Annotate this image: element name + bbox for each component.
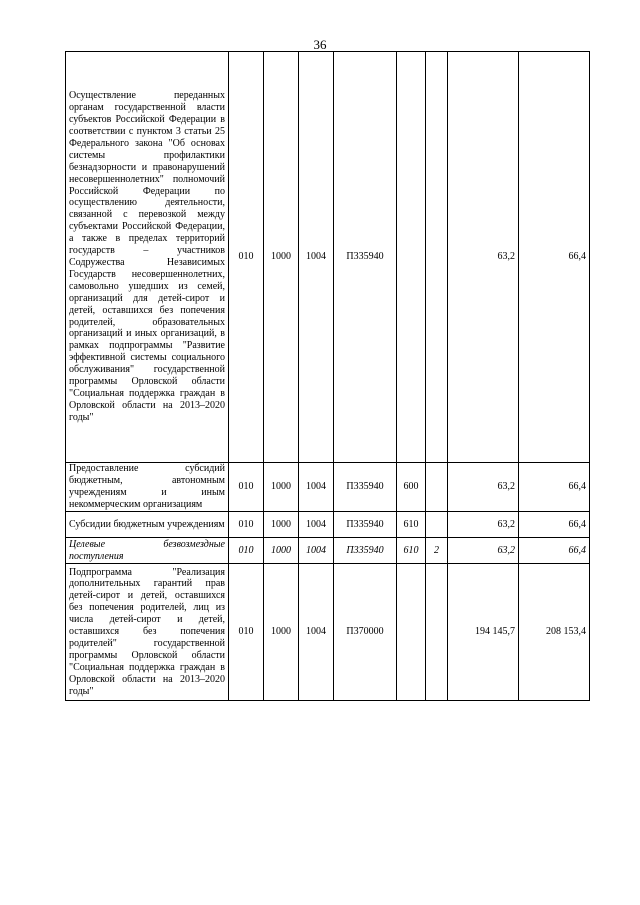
code-section: 1000 — [264, 52, 299, 463]
budget-table — [65, 51, 590, 701]
code-target: П335940 — [334, 52, 397, 463]
code-expense-type — [397, 564, 426, 701]
code-target: П370000 — [334, 564, 397, 701]
page-number: 36 — [313, 37, 327, 52]
table-row — [66, 564, 590, 701]
row-name: Подпрограмма "Реализация дополнительных гарантий прав детей-сирот и детей, оставшихся без попечения родителей, лиц из числа детей-сирот и детей, оставшихся без попечения родителей" государственной программы Орловской области "Социальная поддержка граждан в Орловской области на 2013–2020 годы" — [66, 564, 229, 701]
amount-year-1: 63,2 — [448, 512, 519, 538]
amount-year-2: 66,4 — [519, 512, 590, 538]
amount-year-2: 66,4 — [519, 463, 590, 512]
table-row — [66, 52, 590, 463]
code-target: П335940 — [334, 463, 397, 512]
code-expense-type — [397, 52, 426, 463]
code-subsection: 1004 — [299, 538, 334, 564]
code-subsection: 1004 — [299, 512, 334, 538]
code-ministry: 010 — [229, 463, 264, 512]
code-ministry: 010 — [229, 564, 264, 701]
amount-year-2: 66,4 — [519, 538, 590, 564]
code-subsection: 1004 — [299, 52, 334, 463]
row-name: Предоставление субсидий бюджетным, автономным учреждениям и иным некоммерческим организациям — [66, 463, 229, 512]
code-ministry: 010 — [229, 512, 264, 538]
code-extra — [426, 52, 448, 463]
amount-year-1: 63,2 — [448, 463, 519, 512]
table-row — [66, 512, 590, 538]
code-section: 1000 — [264, 512, 299, 538]
code-target: П335940 — [334, 538, 397, 564]
code-extra — [426, 564, 448, 701]
row-name: Осуществление переданных органам государственной власти субъектов Российской Федерации в соответствии с пунктом 3 статьи 25 Федерального закона "Об основах системы профилактики безнадзорности и правонарушений несовершеннолетних" полномочий Российской Федерации по осуществлению деятельности, связанной с перевозкой между субъектами Российской Федерации, а также в пределах территорий государств – участников Содружества Независимых Государств несовершеннолетних, самовольно ушедших из семей, организаций для детей-сирот и детей, оставшихся без попечения родителей, образовательных организаций и иных организаций, в рамках подпрограммы "Развитие эффективной системы социального обслуживания" государственной программы Орловской области "Социальная поддержка граждан в Орловской области на 2013–2020 годы" — [66, 52, 229, 463]
code-section: 1000 — [264, 564, 299, 701]
amount-year-2: 66,4 — [519, 52, 590, 463]
code-ministry: 010 — [229, 52, 264, 463]
code-target: П335940 — [334, 512, 397, 538]
amount-year-1: 63,2 — [448, 52, 519, 463]
code-extra: 2 — [426, 538, 448, 564]
row-name: Субсидии бюджетным учреждениям — [66, 512, 229, 538]
amount-year-2: 208 153,4 — [519, 564, 590, 701]
code-ministry: 010 — [229, 538, 264, 564]
code-expense-type: 610 — [397, 538, 426, 564]
code-subsection: 1004 — [299, 463, 334, 512]
amount-year-1: 63,2 — [448, 538, 519, 564]
code-expense-type: 600 — [397, 463, 426, 512]
table-row — [66, 463, 590, 512]
code-section: 1000 — [264, 538, 299, 564]
code-section: 1000 — [264, 463, 299, 512]
code-extra — [426, 463, 448, 512]
amount-year-1: 194 145,7 — [448, 564, 519, 701]
code-extra — [426, 512, 448, 538]
row-name: Целевые безвозмездные поступления — [66, 538, 229, 564]
table-row — [66, 538, 590, 564]
code-expense-type: 610 — [397, 512, 426, 538]
code-subsection: 1004 — [299, 564, 334, 701]
